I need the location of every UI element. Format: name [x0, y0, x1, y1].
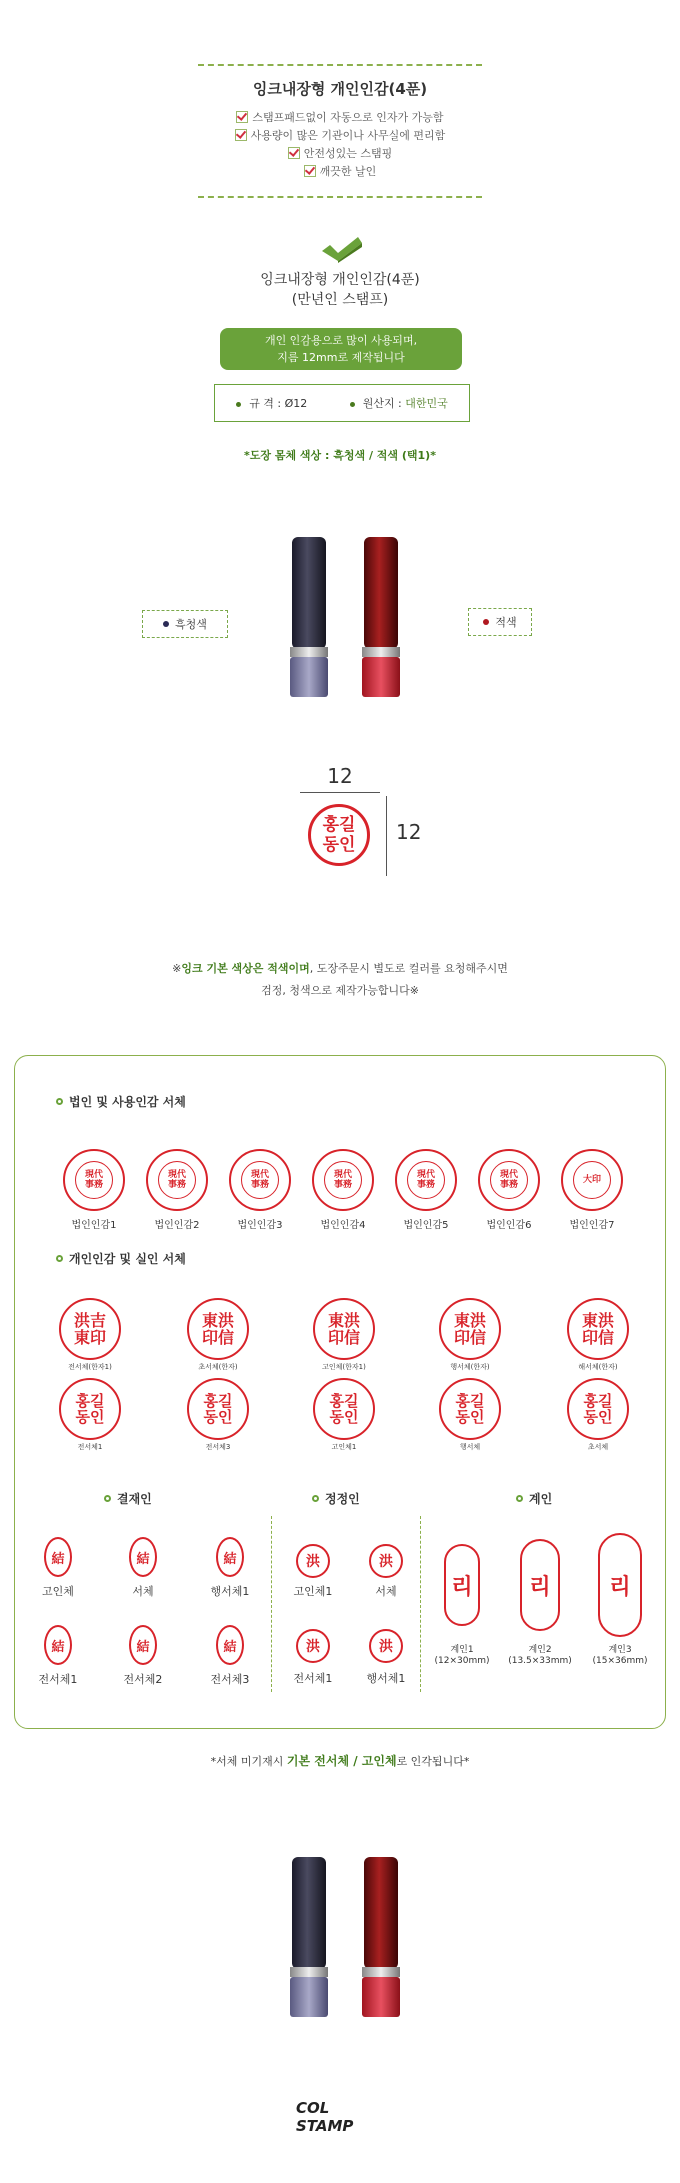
logo-text: COL STAMP	[296, 2099, 354, 2135]
personal-seal-label: 전서체(한자1)	[68, 1363, 112, 1371]
feature-item: 스탬프패드없이 자동으로 인자가 가능함	[0, 108, 680, 126]
seal-text: 洪吉	[73, 1311, 106, 1330]
product-name: 잉크내장형 개인인감(4푼) (만년인 스탬프)	[260, 272, 420, 308]
seal-text: 동인	[203, 1408, 233, 1426]
corp-seal-label: 법인인감2	[154, 1220, 200, 1231]
divider	[271, 1516, 272, 1692]
gyein-seal: 리	[444, 1544, 480, 1626]
personal-seal-label: 초서체	[587, 1443, 609, 1451]
personal-seal-label: 전서체3	[205, 1443, 231, 1451]
corp-seal	[63, 1149, 125, 1211]
jeongjeong-section-title: 정정인	[312, 1490, 360, 1507]
corp-seal-label: 법인인감6	[486, 1220, 532, 1231]
corp-seal-label: 법인인감1	[71, 1220, 117, 1231]
kyuljae-label: 전서체3	[210, 1673, 250, 1686]
gyein-size-label: (15×36mm)	[592, 1656, 648, 1666]
seal-text: 홍길	[203, 1392, 233, 1410]
circle-bullet-icon	[56, 1098, 63, 1105]
seal-text: 東洪	[201, 1311, 234, 1330]
seal-text: 동인	[75, 1408, 105, 1426]
kyuljae-seal: 結	[44, 1537, 72, 1577]
personal-seal-hanja	[187, 1298, 249, 1360]
spec-size: 규 격 : Ø12	[236, 395, 307, 411]
seal-text: 홍길	[75, 1392, 105, 1410]
product-desc-box: 개인 인감용으로 많이 사용되며, 지름 12mm로 제작됩니다	[220, 328, 462, 370]
seal-text: 홍길	[455, 1392, 485, 1410]
sample-seal: 홍길 동인	[308, 804, 370, 866]
jeongjeong-seal: 洪	[369, 1629, 403, 1663]
gyein-size-label: (13.5×33mm)	[508, 1656, 572, 1666]
kyuljae-label: 전서체2	[123, 1673, 163, 1686]
personal-seal-label: 초서체(한자)	[198, 1363, 238, 1371]
personal-seal-hangul	[313, 1378, 375, 1440]
check-icon	[304, 165, 316, 177]
personal-seal-hanja	[439, 1298, 501, 1360]
personal-seal-hanja	[59, 1298, 121, 1360]
bullet-icon	[236, 402, 241, 407]
feature-item: 깨끗한 날인	[0, 162, 680, 180]
dim-height-line	[386, 796, 387, 876]
gyein-size-label: (12×30mm)	[434, 1656, 490, 1666]
seal-text: 東洪	[581, 1311, 614, 1330]
kyuljae-seal: 結	[129, 1537, 157, 1577]
seal-text: 홍길	[329, 1392, 359, 1410]
seal-text: 동인	[455, 1408, 485, 1426]
seal-text: 東印	[73, 1328, 106, 1347]
personal-seal-hanja	[313, 1298, 375, 1360]
corp-seal	[395, 1149, 457, 1211]
corp-seal-label: 법인인감7	[569, 1220, 615, 1231]
kyuljae-seal: 結	[129, 1625, 157, 1665]
brand-logo	[296, 2099, 386, 2135]
seal-inner-ring: 現代 事務	[490, 1161, 528, 1199]
check-icon	[288, 147, 300, 159]
personal-seal-hangul	[567, 1378, 629, 1440]
seal-inner-ring: 大印	[573, 1161, 611, 1199]
personal-section-title: 개인인감 및 실인 서체	[56, 1250, 186, 1267]
kyuljae-seal: 結	[44, 1625, 72, 1665]
corp-seal-label: 법인인감5	[403, 1220, 449, 1231]
personal-seal-label: 행서체(한자)	[450, 1363, 490, 1371]
seal-text: 동인	[329, 1408, 359, 1426]
gyein-section-title: 계인	[516, 1490, 552, 1507]
personal-seal-label: 고인체1	[331, 1443, 357, 1451]
check-icon	[235, 129, 247, 141]
personal-seal-label: 전서체1	[77, 1443, 103, 1451]
bottom-divider	[198, 196, 482, 198]
kyuljae-label: 전서체1	[38, 1673, 78, 1686]
kyuljae-label: 서체	[132, 1585, 154, 1598]
color-dot-icon	[483, 619, 489, 625]
seal-inner-ring: 現代 事務	[407, 1161, 445, 1199]
color-tag-black: 흑청색	[142, 610, 228, 638]
personal-seal-hanja	[567, 1298, 629, 1360]
gyein-name-label: 계인3	[608, 1645, 632, 1655]
product-photo-2	[282, 1855, 414, 2025]
corp-seal	[478, 1149, 540, 1211]
gyein-seal: 리	[598, 1533, 642, 1637]
seal-inner-ring: 現代 事務	[75, 1161, 113, 1199]
corp-seal	[229, 1149, 291, 1211]
gyein-name-label: 계인2	[528, 1645, 552, 1655]
personal-seal-hangul	[59, 1378, 121, 1440]
color-dot-icon	[163, 621, 169, 627]
circle-bullet-icon	[56, 1255, 63, 1262]
spec-origin: 원산지 : 대한민국	[350, 395, 448, 411]
check-icon	[236, 111, 248, 123]
top-divider	[198, 64, 482, 66]
spec-box	[214, 384, 470, 422]
seal-text: 印信	[453, 1328, 486, 1347]
footer-note: *서체 미기재시 기본 전서체 / 고인체로 인각됩니다*	[210, 1754, 470, 1768]
circle-bullet-icon	[312, 1495, 319, 1502]
corp-seal	[312, 1149, 374, 1211]
dim-width-label: 12	[327, 764, 353, 788]
personal-seal-label: 행서체	[459, 1443, 481, 1451]
corp-seal-label: 법인인감4	[320, 1220, 366, 1231]
jeongjeong-label: 고인체1	[293, 1585, 333, 1598]
seal-inner-ring: 現代 事務	[158, 1161, 196, 1199]
gyein-name-label: 계인1	[450, 1645, 474, 1655]
jeongjeong-label: 행서체1	[366, 1672, 406, 1685]
jeongjeong-label: 서체	[375, 1585, 397, 1598]
kyuljae-label: 행서체1	[210, 1585, 250, 1598]
seal-inner-ring: 現代 事務	[241, 1161, 279, 1199]
jeongjeong-seal: 洪	[369, 1544, 403, 1578]
personal-seal-label: 해서체(한자)	[578, 1363, 618, 1371]
dim-height-label: 12	[396, 820, 422, 844]
seal-text: 印信	[201, 1328, 234, 1347]
corp-section-title: 법인 및 사용인감 서체	[56, 1093, 186, 1110]
seal-text: 홍길	[583, 1392, 613, 1410]
personal-seal-label: 고인체(한자1)	[322, 1363, 366, 1371]
color-tag-red: 적색	[468, 608, 532, 636]
seal-text: 東洪	[327, 1311, 360, 1330]
kyuljae-label: 고인체	[42, 1585, 74, 1598]
kyuljae-seal: 結	[216, 1625, 244, 1665]
seal-text: 印信	[581, 1328, 614, 1347]
bullet-icon	[350, 402, 355, 407]
page-title: 잉크내장형 개인인감(4푼)	[252, 80, 428, 98]
gyein-seal: 리	[520, 1539, 560, 1631]
personal-seal-hangul	[439, 1378, 501, 1440]
seal-text: 東洪	[453, 1311, 486, 1330]
circle-bullet-icon	[104, 1495, 111, 1502]
jeongjeong-seal: 洪	[296, 1544, 330, 1578]
jeongjeong-seal: 洪	[296, 1629, 330, 1663]
feature-item: 사용량이 많은 기관이나 사무실에 편리함	[0, 126, 680, 144]
seal-text: 동인	[583, 1408, 613, 1426]
brand-check-icon	[320, 235, 364, 263]
color-note: *도장 몸체 색상 : 흑청색 / 적색 (택1)*	[244, 449, 436, 462]
kyuljae-seal: 結	[216, 1537, 244, 1577]
dim-width-line	[300, 792, 380, 793]
feature-list	[0, 108, 680, 180]
circle-bullet-icon	[516, 1495, 523, 1502]
kyuljae-section-title: 결재인	[104, 1490, 152, 1507]
corp-seal	[146, 1149, 208, 1211]
ink-note: ※잉크 기본 색상은 적색이며, 도장주문시 별도로 컬러를 요청해주시면 검정, 청색으로 제작가능합니다※	[172, 962, 508, 997]
personal-seal-hangul	[187, 1378, 249, 1440]
corp-seal	[561, 1149, 623, 1211]
product-photo-1	[282, 535, 414, 705]
seal-inner-ring: 現代 事務	[324, 1161, 362, 1199]
seal-text: 印信	[327, 1328, 360, 1347]
jeongjeong-label: 전서체1	[293, 1672, 333, 1685]
feature-item: 안전성있는 스탬핑	[0, 144, 680, 162]
corp-seal-label: 법인인감3	[237, 1220, 283, 1231]
